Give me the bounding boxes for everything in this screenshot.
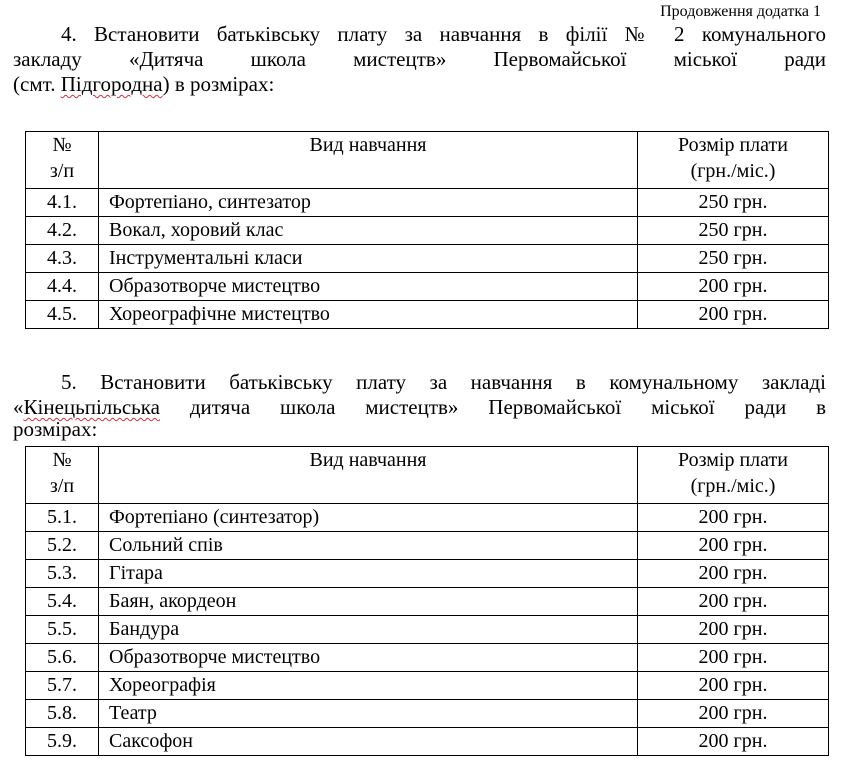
row-fee: 200 грн. — [638, 301, 829, 329]
row-number: 5.3. — [26, 560, 99, 588]
row-fee: 250 грн. — [638, 189, 829, 217]
section-5-intro — [13, 370, 826, 441]
column-header-type — [99, 447, 638, 504]
section-4-intro — [13, 22, 826, 97]
section-5-fee-table — [25, 446, 829, 756]
table-row — [26, 588, 829, 616]
row-number: 4.4. — [26, 273, 99, 301]
row-fee: 200 грн. — [638, 644, 829, 672]
section-5-line-2-suffix: дитяча школа мистецтв» Первомайської міської ради в — [159, 395, 826, 419]
column-header-fee-line-1: Розмір плати — [678, 134, 788, 156]
table-row — [26, 504, 829, 532]
column-header-number-line-1: № — [52, 449, 72, 471]
table-row — [26, 273, 829, 301]
column-header-type-label: Вид навчання — [309, 449, 427, 471]
section-5-line-2 — [13, 395, 826, 420]
row-number: 5.7. — [26, 672, 99, 700]
section-4-fee-table — [25, 131, 829, 329]
column-header-type — [99, 132, 638, 189]
row-fee: 200 грн. — [638, 532, 829, 560]
row-fee: 200 грн. — [638, 504, 829, 532]
row-number: 5.4. — [26, 588, 99, 616]
table-row — [26, 728, 829, 756]
section-5-line-3: розмірах: — [13, 417, 98, 441]
table-header-row — [26, 132, 829, 189]
column-header-number — [26, 447, 99, 504]
column-header-type-label: Вид навчання — [309, 134, 427, 156]
row-type: Саксофон — [99, 728, 638, 756]
row-fee: 200 грн. — [638, 700, 829, 728]
column-header-number-line-2: з/п — [49, 475, 75, 497]
row-number: 4.3. — [26, 245, 99, 273]
row-number: 4.5. — [26, 301, 99, 329]
row-number: 5.1. — [26, 504, 99, 532]
row-type: Бандура — [99, 616, 638, 644]
row-number: 5.8. — [26, 700, 99, 728]
section-4-line-3-prefix: (смт. — [13, 72, 61, 96]
row-fee: 250 грн. — [638, 245, 829, 273]
column-header-fee — [638, 447, 829, 504]
row-type: Фортепіано, синтезатор — [99, 189, 638, 217]
row-number: 4.1. — [26, 189, 99, 217]
table-row — [26, 616, 829, 644]
row-fee: 200 грн. — [638, 560, 829, 588]
table-row — [26, 217, 829, 245]
row-type: Образотворче мистецтво — [99, 273, 638, 301]
section-4-line-2: закладу «Дитяча школа мистецтв» Первомайської міської ради — [13, 47, 826, 71]
section-4-line-3-suffix: ) в розмірах: — [162, 72, 275, 96]
row-type: Хореографічне мистецтво — [99, 301, 638, 329]
table-row — [26, 672, 829, 700]
row-number: 5.6. — [26, 644, 99, 672]
table-row — [26, 301, 829, 329]
table-row — [26, 189, 829, 217]
row-type: Баян, акордеон — [99, 588, 638, 616]
row-type: Хореографія — [99, 672, 638, 700]
section-4-line-1: 4. Встановити батьківську плату за навчання в філії № 2 комунального — [61, 22, 826, 46]
row-number: 5.5. — [26, 616, 99, 644]
row-type: Інструментальні класи — [99, 245, 638, 273]
row-fee: 200 грн. — [638, 728, 829, 756]
section-5-line-1: 5. Встановити батьківську плату за навчання в комунальному закладі — [61, 370, 826, 394]
table-row — [26, 560, 829, 588]
row-fee: 200 грн. — [638, 273, 829, 301]
continuation-note: Продовження додатка 1 — [660, 3, 821, 20]
row-type: Фортепіано (синтезатор) — [99, 504, 638, 532]
row-type: Образотворче мистецтво — [99, 644, 638, 672]
row-type: Театр — [99, 700, 638, 728]
column-header-number — [26, 132, 99, 189]
row-fee: 200 грн. — [638, 616, 829, 644]
row-type: Гітара — [99, 560, 638, 588]
table-row — [26, 644, 829, 672]
column-header-fee-line-2: (грн./міс.) — [690, 160, 776, 182]
row-number: 5.9. — [26, 728, 99, 756]
row-type: Вокал, хоровий клас — [99, 217, 638, 245]
spell-marked-word: Кінецьпільська — [23, 395, 160, 419]
section-4-line-3 — [13, 72, 826, 97]
row-number: 4.2. — [26, 217, 99, 245]
row-fee: 200 грн. — [638, 588, 829, 616]
column-header-number-line-1: № — [52, 134, 72, 156]
table-row — [26, 532, 829, 560]
column-header-fee-line-1: Розмір плати — [678, 449, 788, 471]
column-header-fee — [638, 132, 829, 189]
table-row — [26, 245, 829, 273]
table-header-row — [26, 447, 829, 504]
section-5-line-2-prefix: « — [13, 395, 24, 419]
column-header-number-line-2: з/п — [49, 160, 75, 182]
table-row — [26, 700, 829, 728]
row-fee: 250 грн. — [638, 217, 829, 245]
column-header-fee-line-2: (грн./міс.) — [690, 475, 776, 497]
row-number: 5.2. — [26, 532, 99, 560]
row-fee: 200 грн. — [638, 672, 829, 700]
row-type: Сольний спів — [99, 532, 638, 560]
spell-marked-word: Підгородна — [60, 72, 163, 96]
